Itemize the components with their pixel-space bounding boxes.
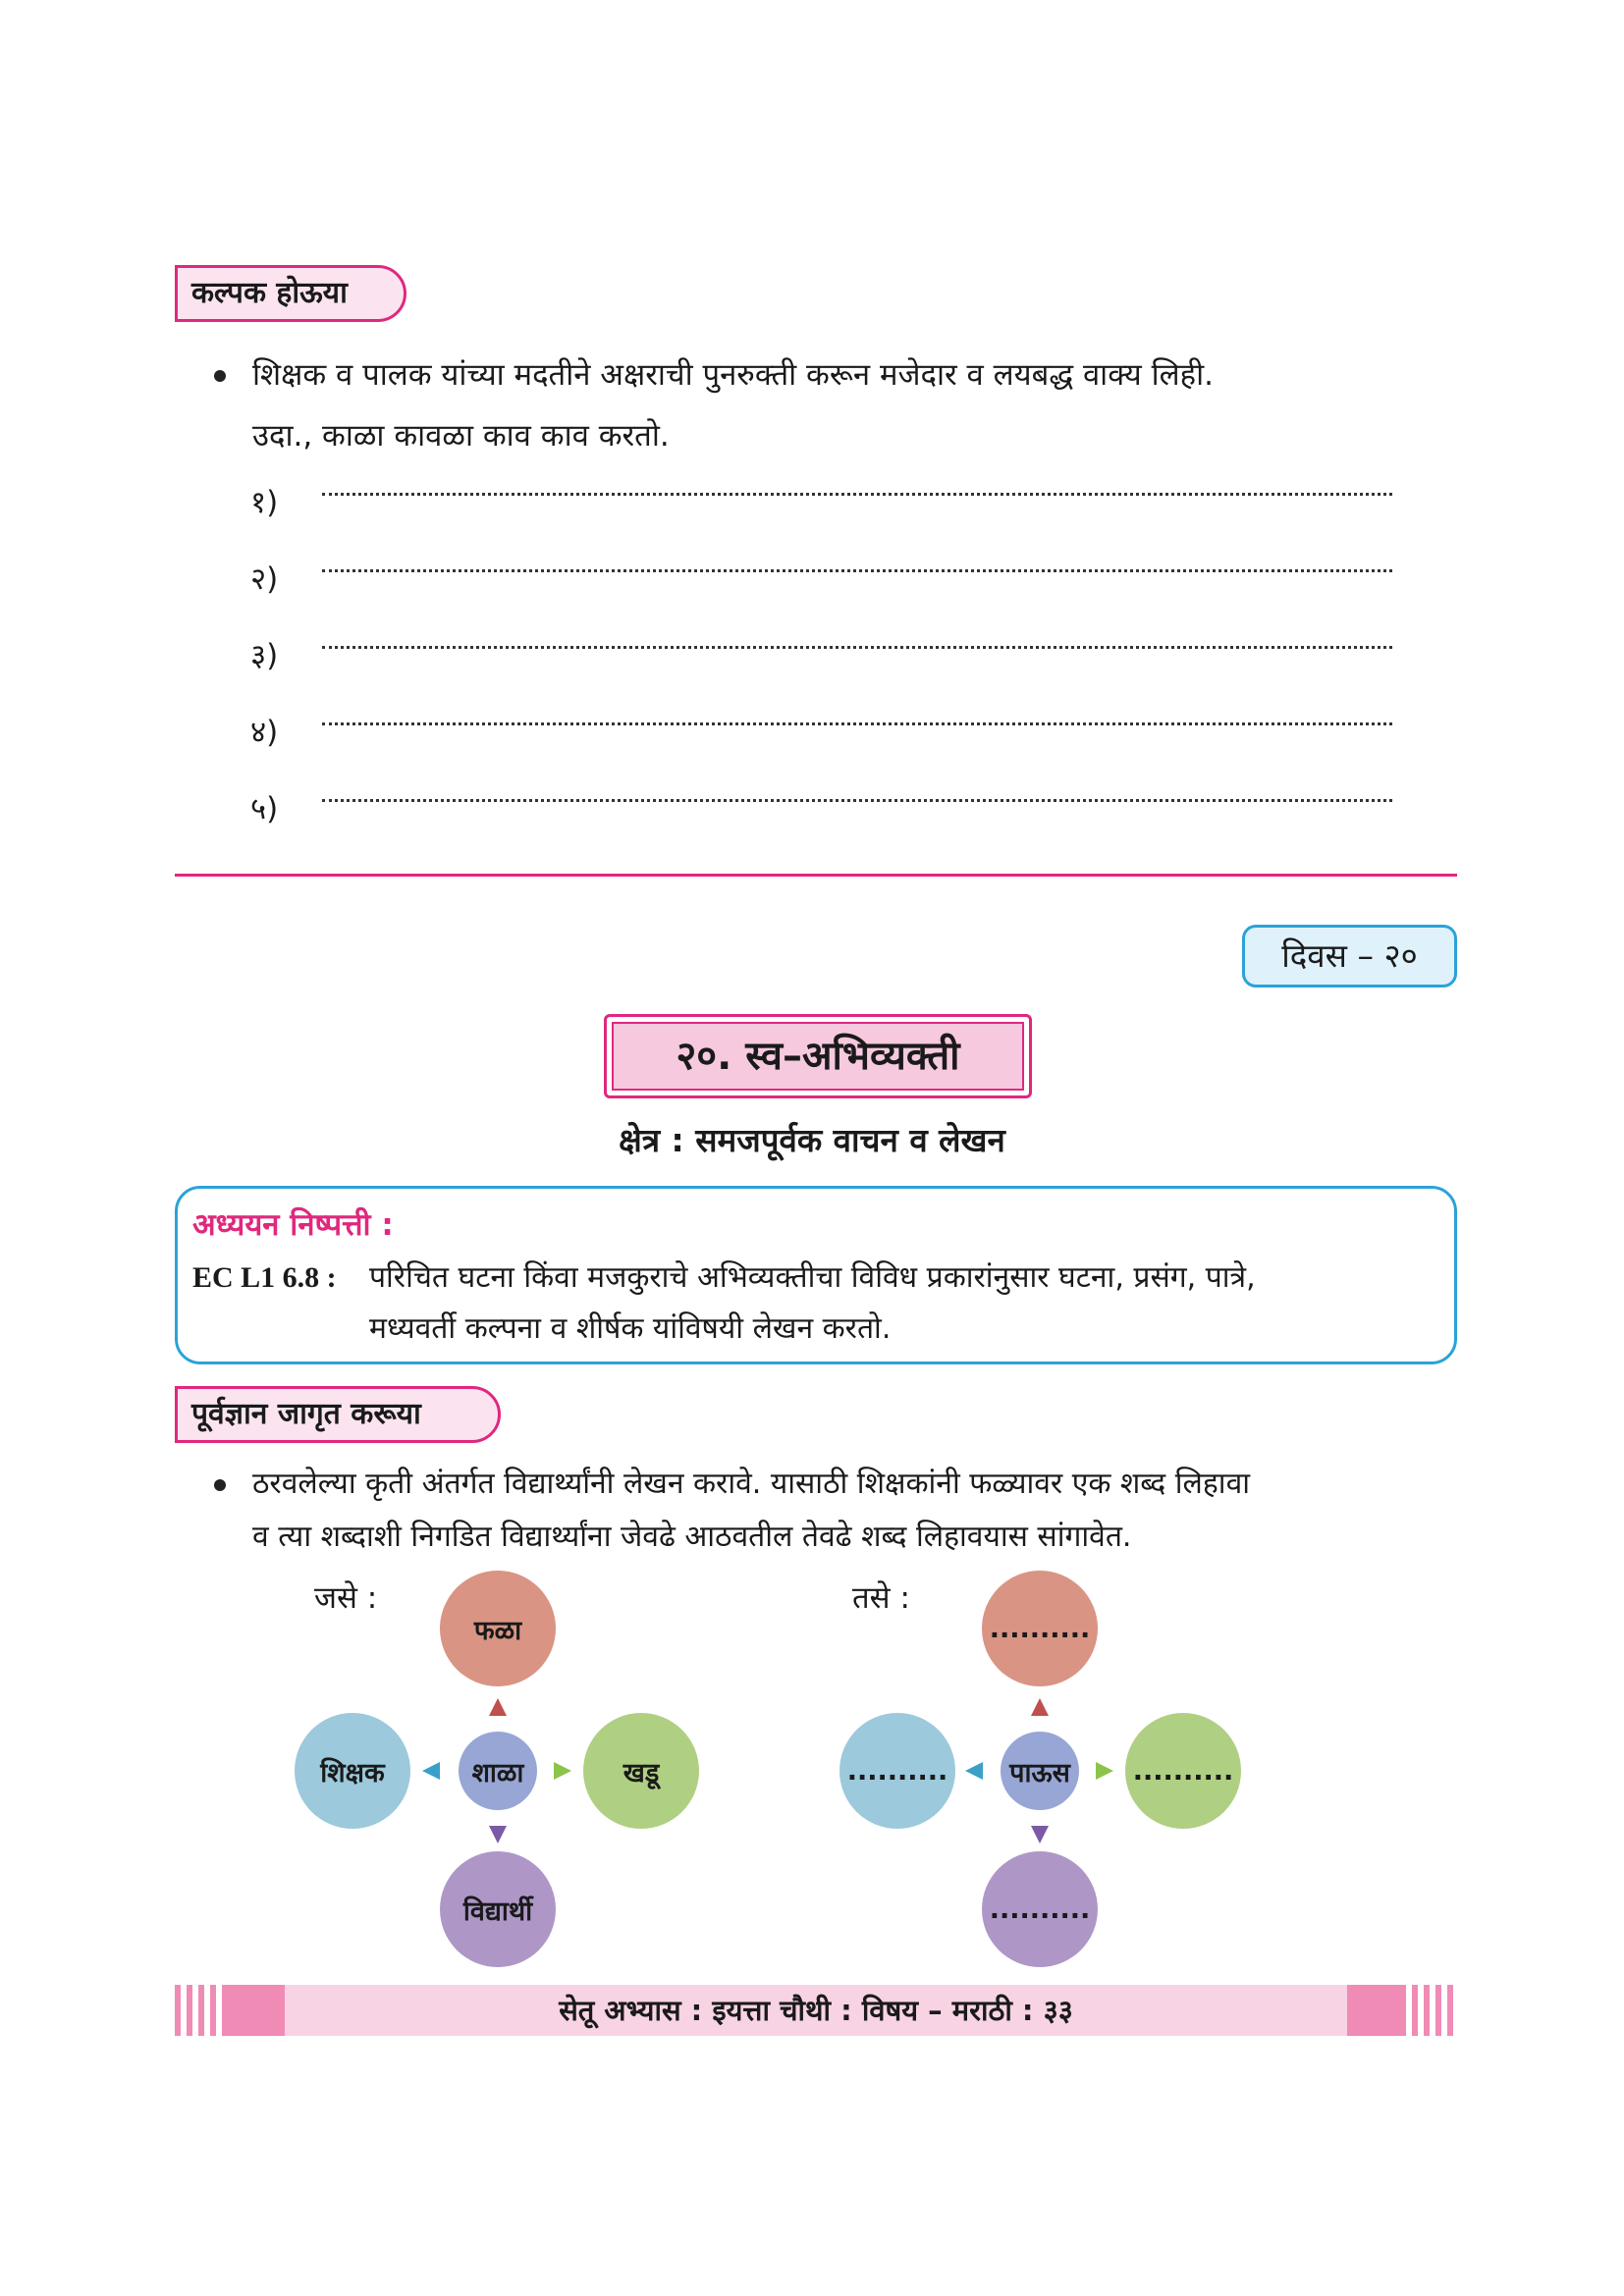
example-text: उदा., काळा कावळा काव काव करतो. <box>252 418 670 454</box>
activity-line-2: व त्या शब्दाशी निगडित विद्यार्थ्यांना जेवढे आठवतील तेवढे शब्द लिहावयास सांगावेत. <box>252 1520 1132 1554</box>
answer-line-4[interactable] <box>322 722 1392 725</box>
arrow-down-icon <box>489 1826 507 1843</box>
lesson-title-frame <box>604 1014 1032 1098</box>
word-circle-top: फळा <box>440 1571 556 1686</box>
area-heading: क्षेत्र : समजपूर्वक वाचन व लेखन <box>619 1121 1005 1159</box>
word-circle-center-right: पाऊस <box>1001 1732 1079 1810</box>
word-circle-left: शिक्षक <box>295 1713 410 1829</box>
blank-circle-right[interactable]: .......... <box>1125 1713 1241 1829</box>
section-tag-creative: कल्पक होऊया <box>175 265 406 322</box>
learning-outcomes-heading: अध्ययन निष्पत्ती : <box>192 1207 394 1243</box>
word-circle-center: शाळा <box>459 1732 537 1810</box>
answer-line-2[interactable] <box>322 569 1392 572</box>
item-number-1: १) <box>250 485 279 520</box>
arrow-up-icon <box>1031 1698 1049 1716</box>
activity-line-1: ठरवलेल्या कृती अंतर्गत विद्यार्थ्यांनी लेखन करावे. यासाठी शिक्षकांनी फळ्यावर एक शब्द लिहावा <box>252 1467 1251 1501</box>
footer-text: सेतू अभ्यास : इयत्ता चौथी : विषय – मराठी : ३३ <box>559 1994 1073 2027</box>
section-divider <box>175 874 1457 877</box>
item-number-3: ३) <box>250 638 279 673</box>
outcome-line-2: मध्यवर्ती कल्पना व शीर्षक यांविषयी लेखन करतो. <box>369 1311 892 1346</box>
answer-line-3[interactable] <box>322 646 1392 649</box>
bullet-icon <box>214 370 226 382</box>
arrow-down-icon <box>1031 1826 1049 1843</box>
outcome-line-1: परिचित घटना किंवा मजकुराचे अभिव्यक्तीचा विविध प्रकारांनुसार घटना, प्रसंग, पात्रे, <box>369 1260 1256 1295</box>
item-number-4: ४) <box>250 715 279 750</box>
blank-circle-top[interactable]: .......... <box>982 1571 1098 1686</box>
blank-circle-bottom[interactable]: .......... <box>982 1851 1098 1967</box>
item-number-2: २) <box>250 561 279 597</box>
section-tag-prior-knowledge: पूर्वज्ञान जागृत करूया <box>175 1386 501 1443</box>
answer-line-5[interactable] <box>322 799 1392 802</box>
arrow-right-icon <box>1096 1762 1113 1780</box>
blank-circle-left[interactable]: .......... <box>839 1713 955 1829</box>
word-circle-bottom: विद्यार्थी <box>440 1851 556 1967</box>
day-badge: दिवस – २० <box>1242 925 1457 988</box>
outcome-code: EC L1 6.8 : <box>192 1261 337 1294</box>
arrow-left-icon <box>422 1762 440 1780</box>
bullet-icon <box>214 1479 226 1491</box>
word-circle-right: खडू <box>583 1713 699 1829</box>
diagram-left-label: जसे : <box>314 1580 378 1616</box>
item-number-5: ५) <box>250 791 279 827</box>
arrow-left-icon <box>965 1762 983 1780</box>
lesson-title: २०. स्व–अभिव्यक्ती <box>612 1022 1024 1091</box>
arrow-right-icon <box>554 1762 571 1780</box>
arrow-up-icon <box>489 1698 507 1716</box>
diagram-right-label: तसे : <box>852 1580 910 1616</box>
answer-line-1[interactable] <box>322 493 1392 496</box>
instruction-text: शिक्षक व पालक यांच्या मदतीने अक्षराची पुनरुक्ती करून मजेदार व लयबद्ध वाक्य लिही. <box>252 357 1215 393</box>
